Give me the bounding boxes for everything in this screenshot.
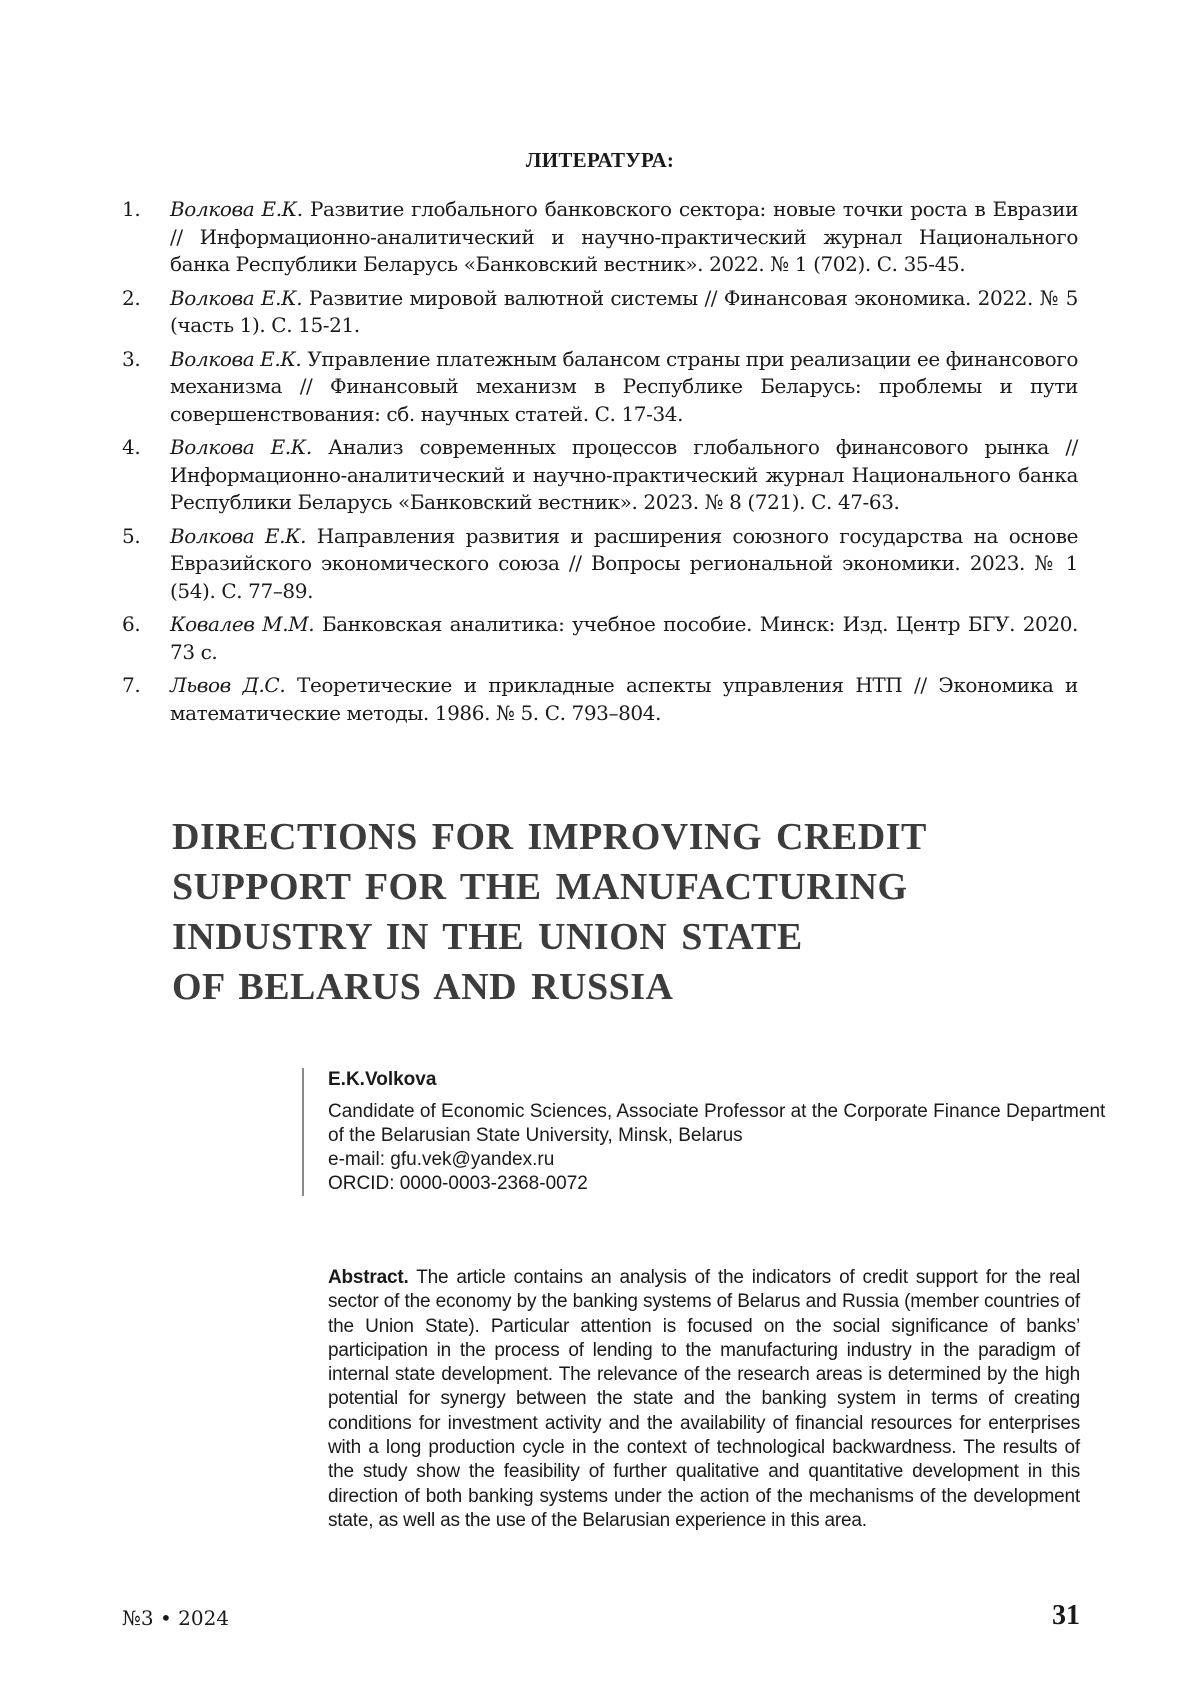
reference-item xyxy=(122,285,1078,340)
page-number: 31 xyxy=(1052,1600,1080,1632)
reference-text: Анализ современных процессов глобального финансового рынка // Информационно-аналитический и научно-практический журнал Национального банка Республики Беларусь «Банковский вестник». 2023. № 8 (721). С. 47-63. xyxy=(170,435,1078,514)
reference-text: Развитие глобального банковского сектора: новые точки роста в Евразии // Информационно-аналитический и научно-практический журнал Национального банка Республики Беларусь «Банковский вестник». 2022. № 1 (702). С. 35-45. xyxy=(170,197,1078,276)
reference-author: Волкова Е.К. xyxy=(170,347,301,371)
reference-author: Ковалев М.М. xyxy=(170,612,314,636)
reference-number: 3. xyxy=(122,346,140,374)
reference-author: Львов Д.С. xyxy=(170,673,285,697)
reference-number: 5. xyxy=(122,523,140,551)
reference-item xyxy=(122,346,1078,429)
author-affiliation: Candidate of Economic Sciences, Associate Professor at the Corporate Finance Department of the Belarusian State University, Minsk, Belarus xyxy=(328,1100,1108,1148)
reference-text: Развитие мировой валютной системы // Финансовая экономика. 2022. № 5 (часть 1). С. 15-21. xyxy=(170,286,1078,338)
reference-author: Волкова Е.К. xyxy=(170,197,303,221)
reference-author: Волкова Е.К. xyxy=(170,435,312,459)
reference-number: 7. xyxy=(122,672,140,700)
reference-text: Направления развития и расширения союзного государства на основе Евразийского экономического союза // Вопросы региональной экономики. 2023. № 1 (54). С. 77–89. xyxy=(170,524,1078,603)
author-orcid: ORCID: 0000-0003-2368-0072 xyxy=(328,1172,1108,1196)
reference-item xyxy=(122,434,1078,517)
author-name: E.K.Volkova xyxy=(328,1068,1108,1092)
reference-author: Волкова Е.К. xyxy=(170,524,306,548)
author-email: e-mail: gfu.vek@yandex.ru xyxy=(328,1148,1108,1172)
reference-text: Теоретические и прикладные аспекты управления НТП // Экономика и математические методы. 1986. № 5. С. 793–804. xyxy=(170,673,1078,725)
reference-text: Банковская аналитика: учебное пособие. Минск: Изд. Центр БГУ. 2020. 73 с. xyxy=(170,612,1078,664)
literature-heading: ЛИТЕРАТУРА: xyxy=(0,148,1200,173)
reference-number: 2. xyxy=(122,285,140,313)
abstract-label: Abstract. xyxy=(328,1267,409,1288)
reference-item xyxy=(122,523,1078,606)
reference-author: Волкова Е.К. xyxy=(170,286,302,310)
abstract-text: The article contains an analysis of the indicators of credit support for the real sector of the economy by the banking systems of Belarus and Russia (member countries of the Union State). Particular attention is focused on the social significance of banks’ participation in the process of lending to the manufacturing industry in the paradigm of internal state development. The relevance of the research areas is determined by the high potential for synergy between the state and the banking system in terms of creating conditions for investment activity and the availability of financial resources for enterprises with a long production cycle in the context of technological backwardness. The results of the study show the feasibility of further qualitative and quantitative development in this direction of both banking systems under the action of the mechanisms of the development state, as well as the use of the Belarusian experience in this area. xyxy=(328,1267,1080,1531)
reference-number: 1. xyxy=(122,196,140,224)
issue-number: №3 • 2024 xyxy=(122,1606,229,1630)
reference-number: 6. xyxy=(122,611,140,639)
reference-number: 4. xyxy=(122,434,140,462)
article-title xyxy=(172,812,1032,1012)
reference-item xyxy=(122,672,1078,727)
abstract xyxy=(328,1266,1080,1533)
article-title-line: INDUSTRY IN THE UNION STATE xyxy=(172,912,1032,962)
article-title-line: OF BELARUS AND RUSSIA xyxy=(172,962,1032,1012)
reference-list xyxy=(122,196,1078,733)
reference-item xyxy=(122,196,1078,279)
author-block xyxy=(302,1068,1108,1196)
reference-item xyxy=(122,611,1078,666)
reference-text: Управление платежным балансом страны при реализации ее финансового механизма // Финансовый механизм в Республике Беларусь: проблемы и пути совершенствования: сб. научных статей. С. 17-34. xyxy=(170,347,1078,426)
article-title-line: DIRECTIONS FOR IMPROVING CREDIT xyxy=(172,812,1032,862)
article-title-line: SUPPORT FOR THE MANUFACTURING xyxy=(172,862,1032,912)
